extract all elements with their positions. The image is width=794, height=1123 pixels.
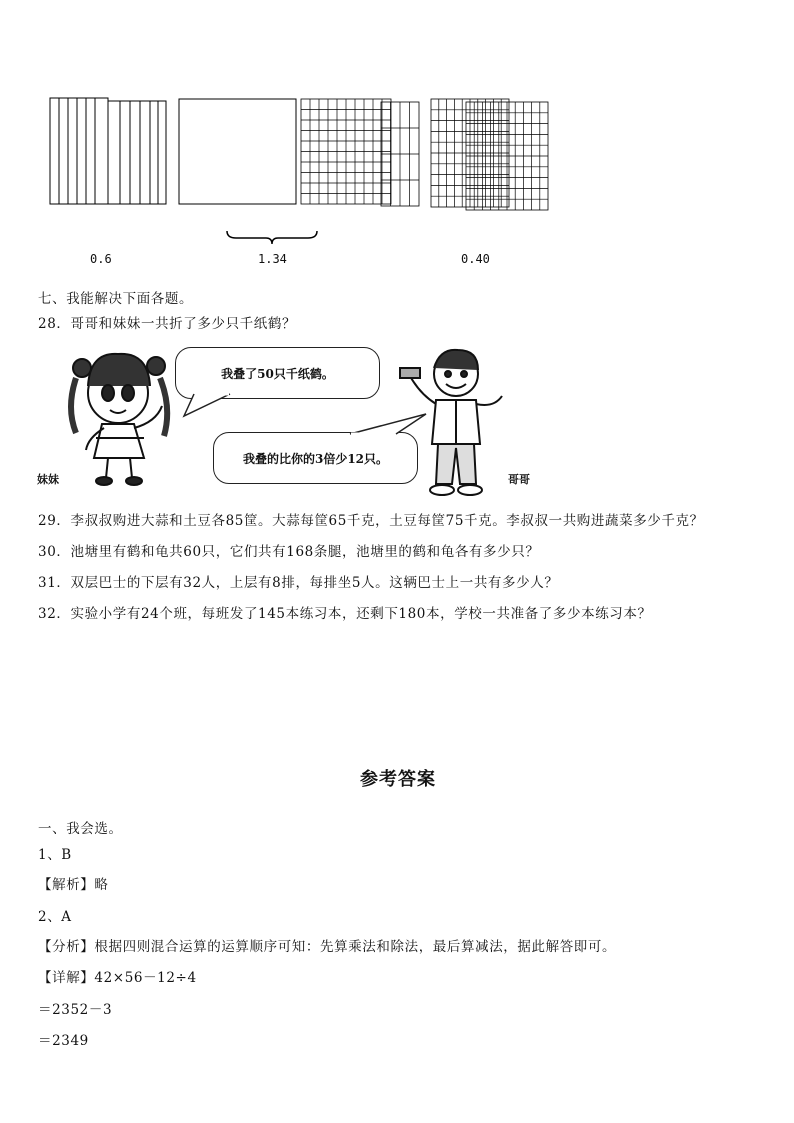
answer-line: ＝2349 [38,1033,89,1049]
bubble-tail-icon [180,392,240,418]
brother-speech-bubble [213,432,418,484]
answers-section-heading: 一、我会选。 [38,821,123,837]
answer-line: 【详解】42×56－12÷4 [38,970,197,986]
brother-speech-text: 我叠的比你的3倍少12只。 [242,451,389,466]
figure-strips [48,96,170,208]
question-30: 30．池塘里有鹤和龟共60只，它们共有168条腿，池塘里的鹤和龟各有多少只？ [38,544,540,560]
figure-grids [428,96,552,212]
answer-line: ＝2352－3 [38,1002,113,1018]
answer-line: 【分析】根据四则混合运算的运算顺序可知：先算乘法和除法，最后算减法，据此解答即可。 [38,939,617,955]
section-heading: 七、我能解决下面各题。 [38,291,194,307]
question-29: 29．李叔叔购进大蒜和土豆各85筐。大蒜每筐65千克，土豆每筐75千克。李叔叔一共购进蔬菜多少千克？ [38,513,704,529]
answer-line: 1、B [38,847,72,863]
figure-value-1: 0.6 [90,252,112,266]
question-28: 28．哥哥和妹妹一共折了多少只千纸鹤？ [38,316,297,332]
brother-label: 哥哥 [508,473,530,486]
girl-figure-icon [60,338,182,488]
sister-speech-text: 我叠了50只千纸鹤。 [221,366,334,381]
figure-value-2: 1.34 [258,252,287,266]
brace-icon [224,228,320,246]
figure-value-3: 0.40 [461,252,490,266]
sister-label: 妹妹 [37,473,59,486]
question-32: 32．实验小学有24个班，每班发了145本练习本，还剩下180本，学校一共准备了多少本练习本？ [38,606,652,622]
answer-line: 2、A [38,909,72,925]
question-31: 31．双层巴士的下层有32人，上层有8排，每排坐5人。这辆巴士上一共有多少人？ [38,575,559,591]
answers-title: 参考答案 [360,769,436,790]
answer-line: 【解析】略 [38,877,109,893]
figure-square-and-grid [176,96,422,210]
boy-figure-icon [396,344,516,500]
